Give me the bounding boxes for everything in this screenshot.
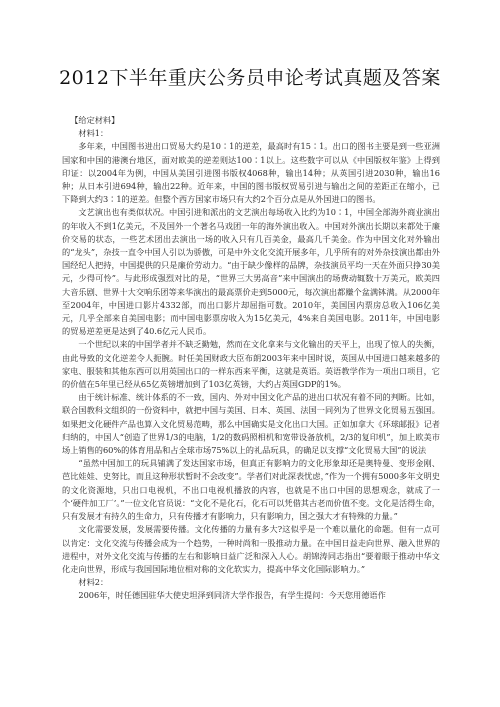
paragraph-1: 多年来，中国图书进出口贸易大约是10∶1的逆差，最高时有15∶1。出口的图书主要是到一些亚洲国家和中国的港澳台地区，面对欧美的逆差则达100∶1以上。这些数字可以从《中国版权年鉴》上得到印证：以2004年为例，中国从美国引进图书版权4068种，输出14种；从英国引进2030种，输出16种；从日本引进694种，输出22种。近年来，中国的图书版权贸易引进与输出之间的差距正在缩小，已下降到大约3∶1的逆差。但整个西方国家市场只有大约2个百分点是从外国进口的图书。 (62, 141, 440, 205)
materials-tag: 【给定材料】 (70, 115, 120, 125)
paragraph-4: 由于统计标准、统计体系的不一致，国内、外对中国文化产品的进出口状况有着不同的判断。比如，联合国教科文组织的一份资料中，就把中国与美国、日本、英国、法国一同列为了世界文化贸易五强国。如果把文化硬件产品也算入文化贸易范畴，那么中国确实是文化出口大国。正如加拿大《环球邮报》记者归纳的，中国人“创造了世界1/3的电脑，1/2的数码照相机和宽带设备放机，2/3的复印机”，加上欧美市场上销售的60%的体育用品和占全球市场75%以上的礼品玩具，的确足以支撑“文化贸易大国”的说法 (62, 392, 440, 456)
paragraph-3: 一个世纪以来的中国学者并不缺乏勤勉，然而在文化拿来与文化输出的天平上，出现了惊人的失衡，由此导致的文化逆差令人扼腕。时任美国财政大臣布朗2003年来中国时说，英国从中国进口越来越多的家电、服装和其他东西可以用英国出口的一样东西来平衡，这就是英语。英语教学作为一项出口项目，它的价值在5年里已经从65亿英镑增加到了103亿英镑，大约占英国GDP的1%。 (62, 339, 440, 390)
paragraph-5: “虽然中国加工的玩具铺满了发达国家市场，但真正有影响力的文化形象却还是奥特曼、变形金刚、芭比娃娃、史努比，而且这种形状暂时不会改变”。学者们对此深表忧虑，”作为一个拥有5000多年文明史的文化资源地，只出口电视机，不出口电视机播放的内容，也就是不出口中国的思想观念，就成了一个‘硬件加工厂’。”一位文化官员说：“文化不是化石，化石可以凭借其古老而价值不变。文化是活得生命，只有发展才有持久的生命力，只有传播才有影响力，只有影响力，国之强大才有特殊的力量。” (62, 458, 440, 522)
material-1-label: 材料1： (78, 128, 109, 139)
paragraph-6: 文化需要发展，发展需要传播。文化传播的力量有多大?这似乎是一个难以量化的命题。但有一点可以肯定：文化交流与传播会成为一个趋势，一种时尚和一股推动力量。在中国日益走向世界、融入世界的进程中，对外文化交流与传播的左右和影响日益广泛和深入人心。胡锦涛同志指出“要着眼于推动中华文化走向世界，形成与我国国际地位相对称的文化软实力，提高中华文化国际影响力。” (62, 524, 440, 574)
material-2-label: 材料2： (78, 577, 109, 588)
document-title: 2012下半年重庆公务员申论考试真题及答案 (59, 67, 441, 89)
paragraph-2: 文艺演出也有类似状况。中国引进和派出的文艺演出每场收入比约为10∶1，中国全部海外商业演出的年收入不到1亿美元，不及国外一个著名马戏团一年的海外演出收入。中国对外演出长期以来都处于廉价交易的状态，一些艺术团出去演出一场的收入只有几百美金，最高几千美金。作为中国文化对外输出的“龙头”，杂技一直令中国人引以为骄傲，可是中外文化交流开展多年，几乎所有的对外杂技演出都由外国经纪人把持，中国提供的只是廉价劳动力。“由于缺少像样的品牌，杂技演员平均一天在外面只挣30美元，少得可怜”。与此形成强烈对比的是，“世界三大男高音”来中国演出的场费动辄数十万美元，欧美四大音乐剧、世界十大交响乐团等来华演出的最高票价走到5000元，每次演出都赚个盆满钵满。从2000年至2004年，中国进口影片4332部，而出口影片却屈指可数。2010年，美国国内票房总收入106亿美元，几乎全部来自美国电影；而中国电影票房收入为15亿美元，4%来自美国电影。2011年，中国电影的贸易逆差更是达到了40.6亿元人民币。 (62, 207, 440, 337)
paragraph-7: 2006年，时任德国驻华大使史坦泽到同济大学作报告，有学生提问：今天您用德语作 (78, 590, 386, 601)
document-body (62, 114, 440, 603)
